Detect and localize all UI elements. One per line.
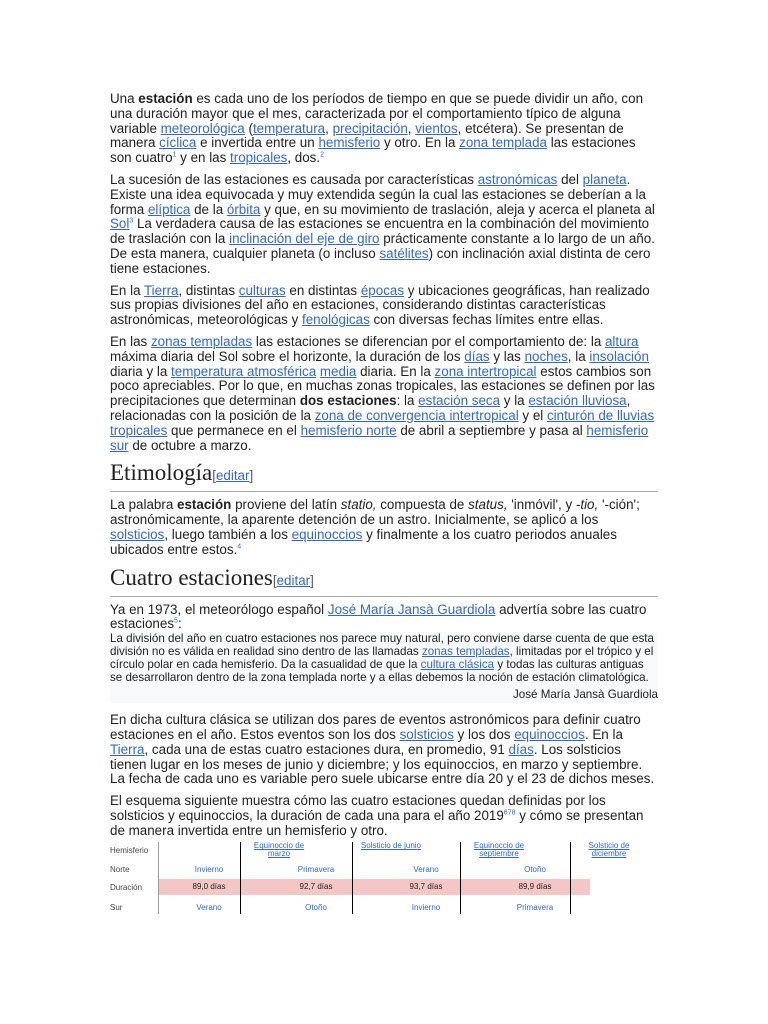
ref-4[interactable]: 4 — [237, 543, 242, 551]
event-label[interactable]: Solsticio de diciembre — [588, 841, 630, 859]
ref-678[interactable]: 678 — [503, 809, 516, 817]
duration-bar: 89,0 días — [158, 879, 260, 895]
sur-season[interactable]: Otoño — [305, 903, 327, 913]
duration-bar: 89,9 días — [480, 879, 590, 895]
paragraph-intro: Una estación es cada uno de los períodos de tiempo en que se puede dividir un año, con una duración mayor que el mes, caracterizada por el comportamiento típico de alguna variable meteorológica (temperatura, precipitación, vientos, etcétera). Se presentan de manera cíclica e invertida entre un hemisferio y otro. En la zona templada las estaciones son cuatro$^1$ y en las tropicales, dos.$^2$ — [110, 91, 644, 166]
paragraph-esquema: El esquema siguiente muestra cómo las cuatro estaciones quedan definidas por los solsticios y equinoccios, la duración de cada una para el año 2019$^{678}$ y cómo se presentan de manera invertida entre un hemisferio y otro. — [110, 793, 644, 838]
ref-1[interactable]: 1 — [172, 151, 177, 159]
article-body — [110, 92, 658, 914]
link-temperatura-atmosferica[interactable]: temperatura atmosférica — [171, 363, 317, 379]
link-eliptica[interactable]: elíptica — [147, 201, 191, 217]
ref-5[interactable]: 5 — [174, 617, 178, 625]
link-media[interactable]: media — [319, 363, 357, 379]
quote-author: José María Jansà Guardiola — [513, 688, 658, 702]
link-astronomicas[interactable]: astronómicas — [477, 171, 558, 187]
chart-row-label: Norte — [110, 865, 130, 875]
link-tierra[interactable]: Tierra — [144, 282, 179, 298]
seasons-chart — [110, 842, 658, 914]
sur-season[interactable]: Verano — [196, 903, 222, 913]
event-line — [240, 842, 241, 914]
link-solsticios[interactable]: solsticios — [110, 526, 165, 542]
link-hemisferio[interactable]: hemisferio — [318, 135, 381, 151]
link-jansa[interactable]: José María Jansà Guardiola — [327, 601, 496, 617]
duration-bar: 92,7 días — [260, 879, 372, 895]
link-estacion-seca[interactable]: estación seca — [418, 393, 501, 409]
link-noches[interactable]: noches — [524, 348, 568, 364]
link-inclinacion[interactable]: inclinación del eje de giro — [229, 231, 380, 247]
event-line — [570, 842, 571, 914]
norte-season[interactable]: Otoño — [524, 865, 546, 875]
link-hemisferio-norte[interactable]: hemisferio norte — [300, 422, 397, 438]
link-cultura-clasica[interactable]: cultura clásica — [420, 658, 495, 672]
link-solsticios-2[interactable]: solsticios — [399, 726, 454, 742]
link-tropicales[interactable]: tropicales — [230, 150, 288, 166]
norte-season[interactable]: Primavera — [297, 865, 335, 875]
edit-section-etimologia: [editar] — [212, 468, 254, 484]
chart-row-label: Sur — [110, 903, 123, 913]
link-zonas-templadas[interactable]: zonas templadas — [150, 333, 253, 349]
link-ciclica[interactable]: cíclica — [159, 135, 197, 151]
event-label[interactable]: Equinoccio de septiembre — [473, 841, 525, 859]
paragraph-zonas: En las zonas templadas las estaciones se diferencian por el comportamiento de: la altura máxima diaria del Sol sobre el horizonte, la duración de los días y las noches, la insolación diaria y la temperatura atmosférica media diaria. En la zona intertropical estos cambios son poco apreciables. Por lo que, en muchas zonas tropicales, las estaciones se definen por las precipitaciones que determinan dos estaciones: la estación seca y la estación lluviosa, relacionadas con la posición de la zona de convergencia intertropical y el cinturón de lluvias tropicales que permanece en el hemisferio norte de abril a septiembre y pasa al hemisferio sur de octubre a marzo. — [110, 333, 655, 453]
ref-3[interactable]: 3 — [129, 217, 134, 225]
link-zona-convergencia[interactable]: zona de convergencia intertropical — [314, 407, 519, 423]
link-sol[interactable]: Sol — [110, 216, 130, 232]
link-culturas[interactable]: culturas — [238, 282, 286, 298]
link-orbita[interactable]: órbita — [226, 201, 261, 217]
link-cinturon-lluvias[interactable]: cinturón de lluvias tropicales — [110, 407, 655, 438]
link-zona-templada[interactable]: zona templada — [459, 135, 547, 151]
link-zonas-templadas-quote[interactable]: zonas templadas — [421, 645, 510, 659]
heading-etimologia: Etimología[editar] — [110, 460, 658, 492]
chart-row-label: Duración — [110, 883, 143, 893]
heading-cuatro-estaciones: Cuatro estaciones[editar] — [110, 565, 658, 597]
start-line — [158, 842, 159, 914]
quote-text: La división del año en cuatro estaciones nos parece muy natural, pero conviene darse cuenta de que esta división no es válida en realidad sino dentro de las llamadas zonas templadas, limitadas por el trópico y el círculo polar en cada hemisferio. Da la casualidad de que la cultura clásica y todas las culturas antiguas se desarrollaron dentro de la zona templada norte y a ellas debemos la noción de estación climatológica. — [110, 632, 654, 685]
link-planeta[interactable]: planeta — [582, 171, 627, 187]
link-temperatura[interactable]: temperatura — [252, 120, 326, 136]
link-estacion-lluviosa[interactable]: estación lluviosa — [528, 393, 627, 409]
norte-season[interactable]: Verano — [413, 865, 439, 875]
link-zona-intertropical[interactable]: zona intertropical — [434, 363, 537, 379]
link-epocas[interactable]: épocas — [360, 282, 405, 298]
link-tierra-2[interactable]: Tierra — [110, 741, 145, 757]
link-dias[interactable]: días — [464, 348, 490, 364]
norte-season[interactable]: Invierno — [194, 865, 224, 875]
link-satelites[interactable]: satélites — [379, 245, 429, 261]
sur-season[interactable]: Invierno — [411, 903, 441, 913]
edit-section-cuatro: [editar] — [272, 572, 314, 588]
edit-link[interactable]: editar — [215, 468, 250, 484]
event-label[interactable]: Equinoccio de marzo — [253, 841, 305, 859]
link-dias-2[interactable]: días — [508, 741, 534, 757]
link-fenologicas[interactable]: fenológicas — [302, 312, 370, 328]
paragraph-causa: La sucesión de las estaciones es causada por características astronómicas del planeta. Existe una idea equivocada y muy extendida según la cual las estaciones se deberían a la forma elíptica de la órbita y que, en su movimiento de traslación, aleja y acerca el planeta al Sol$^3$ La verdadera causa de las estaciones se encuentra en la combinación del movimiento de traslación con la inclinación del eje de giro prácticamente constante a lo largo de un año. De esta manera, cualquier planeta (o incluso satélites) con inclinación axial distinta de cero tiene estaciones. — [110, 171, 655, 276]
link-vientos[interactable]: vientos — [415, 120, 458, 136]
link-precipitacion[interactable]: precipitación — [332, 120, 408, 136]
sur-season[interactable]: Primavera — [516, 903, 554, 913]
link-equinoccios[interactable]: equinoccios — [291, 526, 363, 542]
paragraph-jansa: Ya en 1973, el meteorólogo español José María Jansà Guardiola advertía sobre las cuatro estaciones$^5$: — [110, 601, 647, 632]
paragraph-etimologia: La palabra estación proviene del latín statio, compuesta de status, 'inmóvil', y -tio, '-ción'; astronómicamente, la aparente detención de un astro. Inicialmente, se aplicó a los solsticios, luego también a los equinoccios y finalmente a los cuatro periodos anuales ubicados entre estos.$^4$ — [110, 497, 640, 557]
link-hemisferio-sur[interactable]: hemisferio sur — [110, 422, 649, 453]
event-line — [460, 842, 461, 914]
blockquote — [110, 632, 658, 703]
event-label[interactable]: Solsticio de junio — [360, 841, 422, 851]
edit-link[interactable]: editar — [276, 572, 311, 588]
link-equinoccios-2[interactable]: equinoccios — [514, 726, 585, 742]
paragraph-cultura-clasica: En dicha cultura clásica se utilizan dos pares de eventos astronómicos para definir cuatro estaciones en el año. Estos eventos son los dos solsticios y los dos equinoccios. En la Tierra, cada una de estas cuatro estaciones dura, en promedio, 91 días. Los solsticios tienen lugar en los meses de junio y diciembre; y los equinoccios, en marzo y septiembre. La fecha de cada uno es variable pero suele ubicarse entre día 20 y el 23 de dichos meses. — [110, 712, 655, 787]
paragraph-culturas: En la Tierra, distintas culturas en distintas épocas y ubicaciones geográficas, han realizado sus propias divisiones del año en estaciones, considerando distintas características astronómicas, meteorológicas y fenológicas con diversas fechas límites entre ellas. — [110, 282, 650, 328]
ref-2[interactable]: 2 — [320, 151, 325, 159]
event-line — [352, 842, 353, 914]
duration-bar: 93,7 días — [372, 879, 480, 895]
link-altura[interactable]: altura — [604, 333, 639, 349]
chart-row-label: Hemisferio — [110, 846, 149, 856]
link-meteorologica[interactable]: meteorológica — [160, 120, 245, 136]
link-insolacion[interactable]: insolación — [589, 348, 649, 364]
